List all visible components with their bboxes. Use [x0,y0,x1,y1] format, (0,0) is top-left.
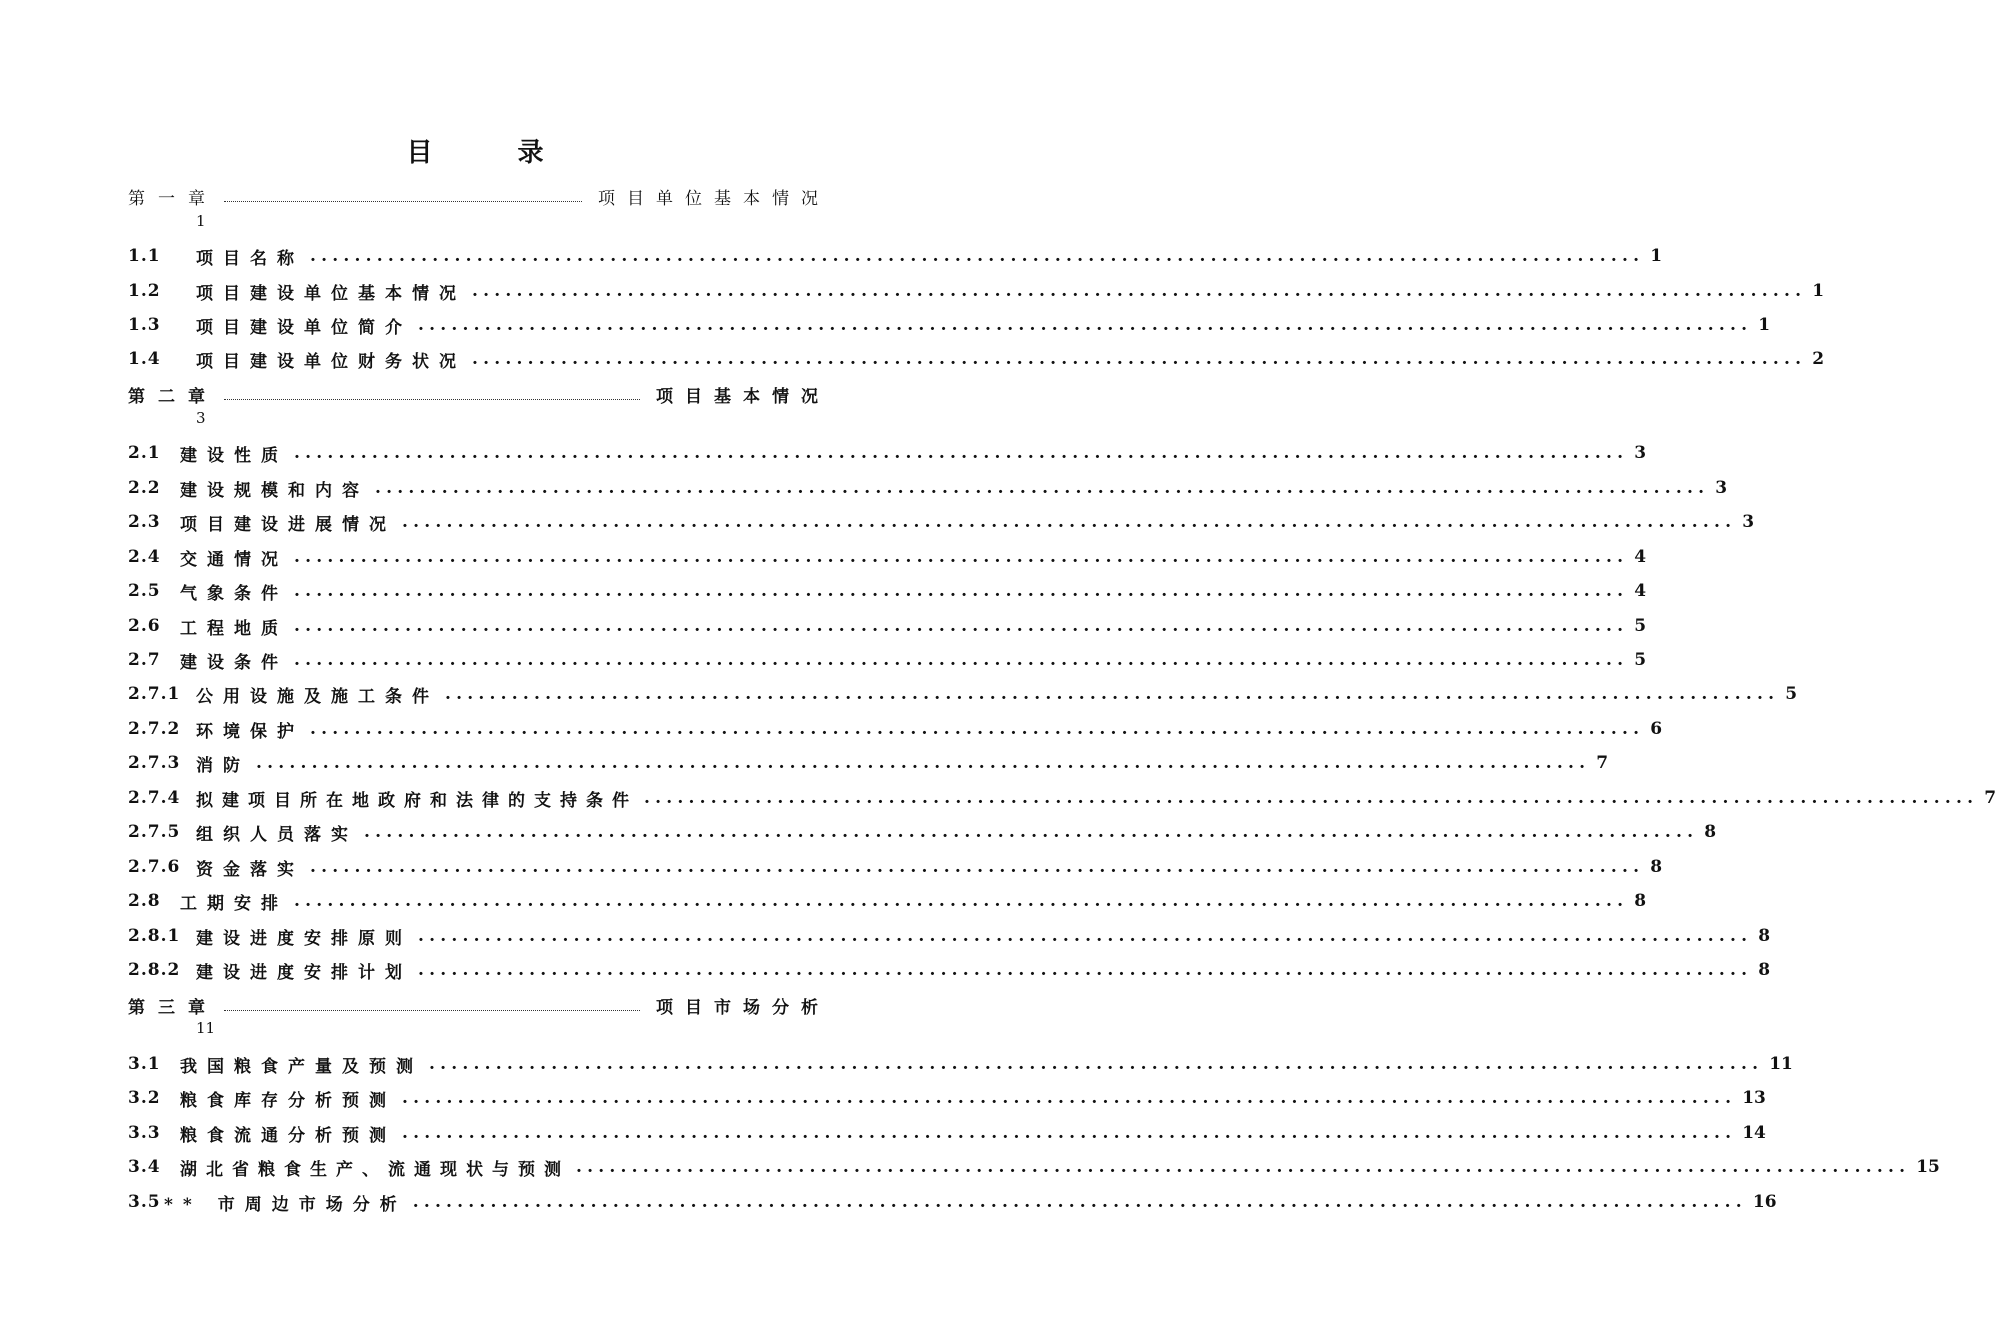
leader-dots: ........................................................................................................................ [310,857,1645,877]
entry-page: 15 [1916,1157,1940,1177]
toc-entry[interactable] [128,347,1825,372]
entry-number: 1.4 [128,349,161,369]
leader-dots: ........................................................................................................................ [294,650,1629,670]
entry-number: 3.4 [128,1157,161,1177]
toc-entry[interactable] [128,786,1996,811]
entry-page: 4 [1634,581,1647,601]
leader-dots: ........................................................................................................................ [310,246,1645,266]
entry-page: 5 [1634,616,1647,636]
entry-number: 2.2 [128,478,161,498]
entry-page: 8 [1758,926,1771,946]
leader-dots [224,1009,640,1011]
entry-page: 8 [1758,960,1771,980]
entry-number: 2.7.2 [128,719,181,739]
entry-number: 3.5 [128,1192,161,1212]
chapter-title: 项目市场分析 [656,997,830,1018]
toc-entry[interactable] [128,244,1663,269]
entry-number: 1.3 [128,315,161,335]
entry-text: 项目建设进展情况 [180,514,396,535]
entry-text: 消防 [196,755,250,776]
entry-text: 我国粮食产量及预测 [180,1056,423,1077]
entry-number: 2.4 [128,547,161,567]
entry-page: 7 [1984,788,1996,808]
entry-text: 工程地质 [180,618,288,639]
toc-entry[interactable] [128,1190,1777,1215]
entry-text: 组织人员落实 [196,824,358,845]
chapter-label: 第三章 [128,997,218,1018]
toc-entry[interactable] [128,717,1663,742]
leader-dots: ........................................................................................................................ [294,443,1629,463]
entry-number: 2.8.1 [128,926,181,946]
entry-page: 1 [1758,315,1771,335]
leader-dots: ........................................................................................................................ [418,960,1753,980]
entry-page: 5 [1634,650,1647,670]
toc-entry[interactable] [128,648,1647,673]
entry-text: 建设条件 [180,652,288,673]
toc-chapter-3[interactable] [128,993,830,1018]
toc-chapter-1[interactable] [128,184,830,209]
entry-text: 项目建设单位简介 [196,317,412,338]
toc-entry[interactable] [128,1155,1940,1180]
entry-page: 8 [1704,822,1717,842]
leader-dots: ........................................................................................................................ [402,1123,1737,1143]
toc-entry[interactable] [128,1052,1793,1077]
entry-number: 2.7.1 [128,684,181,704]
toc-entry[interactable] [128,614,1647,639]
leader-dots [224,398,640,400]
entry-page: 13 [1742,1088,1766,1108]
entry-text: 建设规模和内容 [180,480,369,501]
entry-page: 8 [1650,857,1663,877]
toc-entry[interactable] [128,313,1771,338]
entry-number: 3.2 [128,1088,161,1108]
toc-entry[interactable] [128,476,1728,501]
toc-entry[interactable] [128,751,1609,776]
toc-entry[interactable] [128,889,1647,914]
entry-text: 项目建设单位财务状况 [196,351,466,372]
toc-entry[interactable] [128,441,1647,466]
chapter-page: 3 [196,409,206,427]
toc-chapter-2[interactable] [128,382,830,407]
entry-page: 3 [1742,512,1755,532]
chapter-title: 项目单位基本情况 [598,188,830,209]
entry-number: 2.7 [128,650,161,670]
leader-dots: ........................................................................................................................ [294,616,1629,636]
leader-dots: ........................................................................................................................ [429,1054,1764,1074]
leader-dots: ........................................................................................................................ [375,478,1710,498]
chapter-page: 1 [196,212,206,230]
entry-text: 项目建设单位基本情况 [196,283,466,304]
entry-page: 4 [1634,547,1647,567]
entry-page: 8 [1634,891,1647,911]
entry-page: 3 [1634,443,1647,463]
entry-text: 粮食库存分析预测 [180,1090,396,1111]
leader-dots: ........................................................................................................................ [644,788,1979,808]
leader-dots: ........................................................................................................................ [445,684,1780,704]
toc-entry[interactable] [128,820,1717,845]
entry-number: 2.8.2 [128,960,181,980]
entry-page: 16 [1752,1192,1777,1212]
entry-page: 1 [1812,281,1825,301]
leader-dots: ........................................................................................................................ [418,926,1753,946]
entry-text: 湖北省粮食生产、流通现状与预测 [180,1159,570,1180]
toc-entry[interactable] [128,279,1825,304]
entry-text: 粮食流通分析预测 [180,1125,396,1146]
entry-text: 建设进度安排原则 [196,928,412,949]
entry-number: 2.7.4 [128,788,181,808]
toc-title: 目 录 [406,138,582,168]
toc-entry[interactable] [128,958,1771,983]
entry-text: 建设进度安排计划 [196,962,412,983]
chapter-label: 第二章 [128,386,218,407]
leader-dots: ........................................................................................................................ [418,315,1753,335]
entry-text: ** 市周边市场分析 [164,1194,407,1215]
entry-page: 6 [1650,719,1663,739]
entry-text: 工期安排 [180,893,288,914]
leader-dots: ........................................................................................................................ [402,512,1737,532]
toc-entry[interactable] [128,1086,1766,1111]
entry-text: 环境保护 [196,721,304,742]
leader-dots: ........................................................................................................................ [256,753,1591,773]
leader-dots: ........................................................................................................................ [472,281,1807,301]
toc-entry[interactable] [128,924,1771,949]
toc-entry[interactable] [128,510,1755,535]
entry-number: 2.7.3 [128,753,181,773]
entry-text: 资金落实 [196,859,304,880]
entry-page: 1 [1650,246,1663,266]
entry-text: 公用设施及施工条件 [196,686,439,707]
entry-text: 拟建项目所在地政府和法律的支持条件 [196,790,638,811]
entry-number: 2.6 [128,616,161,636]
chapter-page: 11 [196,1019,216,1037]
entry-number: 2.7.6 [128,857,181,877]
entry-text: 建设性质 [180,445,288,466]
leader-dots: ........................................................................................................................ [364,822,1699,842]
leader-dots: ........................................................................................................................ [294,581,1629,601]
entry-text: 交通情况 [180,549,288,570]
leader-dots: ........................................................................................................................ [412,1192,1747,1212]
toc-entry[interactable] [128,545,1647,570]
entry-page: 3 [1715,478,1728,498]
entry-number: 2.5 [128,581,161,601]
entry-page: 2 [1812,349,1825,369]
entry-number: 1.1 [128,246,161,266]
leader-dots: ........................................................................................................................ [310,719,1645,739]
toc-entry[interactable] [128,682,1798,707]
entry-number: 2.1 [128,443,161,463]
entry-text: 气象条件 [180,583,288,604]
chapter-label: 第一章 [128,188,218,209]
entry-number: 3.3 [128,1123,161,1143]
leader-dots: ........................................................................................................................ [472,349,1807,369]
leader-dots: ........................................................................................................................ [294,891,1629,911]
toc-entry[interactable] [128,579,1647,604]
toc-entry[interactable] [128,1121,1766,1146]
entry-page: 5 [1785,684,1798,704]
entry-page: 14 [1742,1123,1766,1143]
leader-dots [224,200,582,202]
toc-entry[interactable] [128,855,1663,880]
entry-page: 11 [1769,1054,1793,1074]
leader-dots: ........................................................................................................................ [402,1088,1737,1108]
entry-text: 项目名称 [196,248,304,269]
chapter-title: 项目基本情况 [656,386,830,407]
leader-dots: ........................................................................................................................ [576,1157,1911,1177]
entry-page: 7 [1596,753,1609,773]
entry-number: 1.2 [128,281,161,301]
entry-number: 2.8 [128,891,161,911]
entry-number: 2.3 [128,512,161,532]
entry-number: 2.7.5 [128,822,181,842]
entry-number: 3.1 [128,1054,161,1074]
leader-dots: ........................................................................................................................ [294,547,1629,567]
